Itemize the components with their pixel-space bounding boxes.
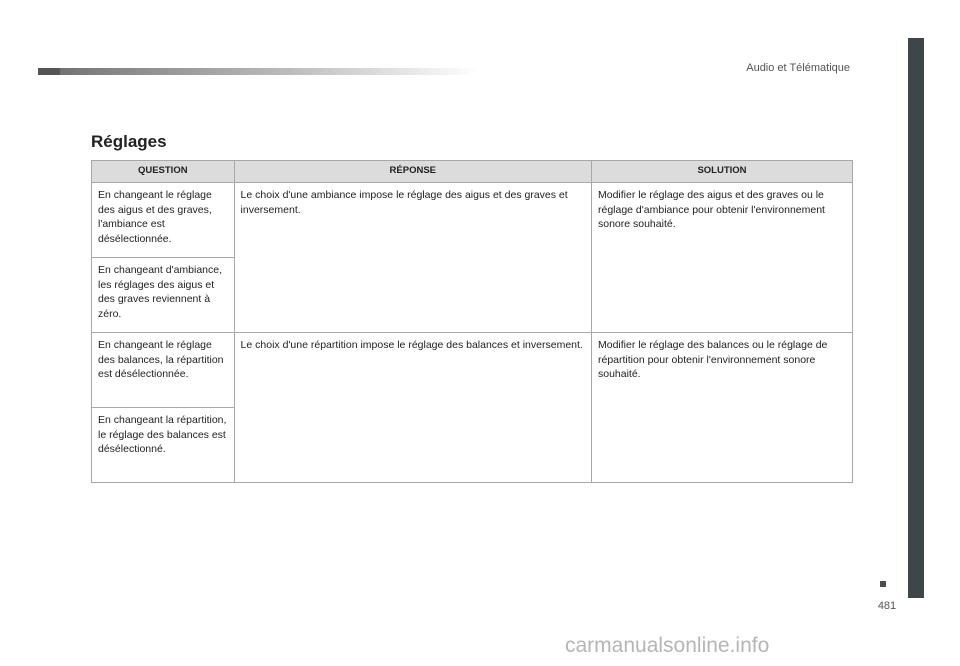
question-cell: En changeant la répartition, le réglage des balances est désélectionné.: [92, 408, 235, 483]
solution-cell: Modifier le réglage des balances ou le réglage de répartition pour obtenir l'environnement sonore souhaité.: [591, 333, 852, 483]
table-row: [92, 183, 853, 258]
watermark-text: carmanualsonline.info: [565, 634, 770, 657]
question-cell: En changeant le réglage des balances, la répartition est désélectionnée.: [92, 333, 235, 408]
table-header-row: [92, 161, 853, 183]
solution-cell: Modifier le réglage des aigus et des graves ou le réglage d'ambiance pour obtenir l'environnement sonore souhaité.: [591, 183, 852, 333]
table-row: [92, 333, 853, 408]
question-cell: En changeant le réglage des aigus et des graves, l'ambiance est désélectionnée.: [92, 183, 235, 258]
answer-cell: Le choix d'une répartition impose le réglage des balances et inversement.: [234, 333, 591, 483]
page-title: Réglages: [91, 132, 167, 151]
page-number: 481: [877, 600, 897, 612]
column-header-answer: RÉPONSE: [234, 161, 591, 183]
column-header-question: QUESTION: [92, 161, 235, 183]
side-tab-band: [908, 38, 924, 598]
answer-cell: Le choix d'une ambiance impose le réglage des aigus et des graves et inversement.: [234, 183, 591, 333]
troubleshooting-table: [91, 160, 853, 483]
header-decorative-bar: [38, 68, 478, 75]
page-marker-icon: [880, 581, 886, 587]
header-bar-accent: [38, 68, 60, 75]
column-header-solution: SOLUTION: [591, 161, 852, 183]
section-title: Audio et Télématique: [746, 62, 850, 74]
question-cell: En changeant d'ambiance, les réglages des aigus et des graves reviennent à zéro.: [92, 258, 235, 333]
